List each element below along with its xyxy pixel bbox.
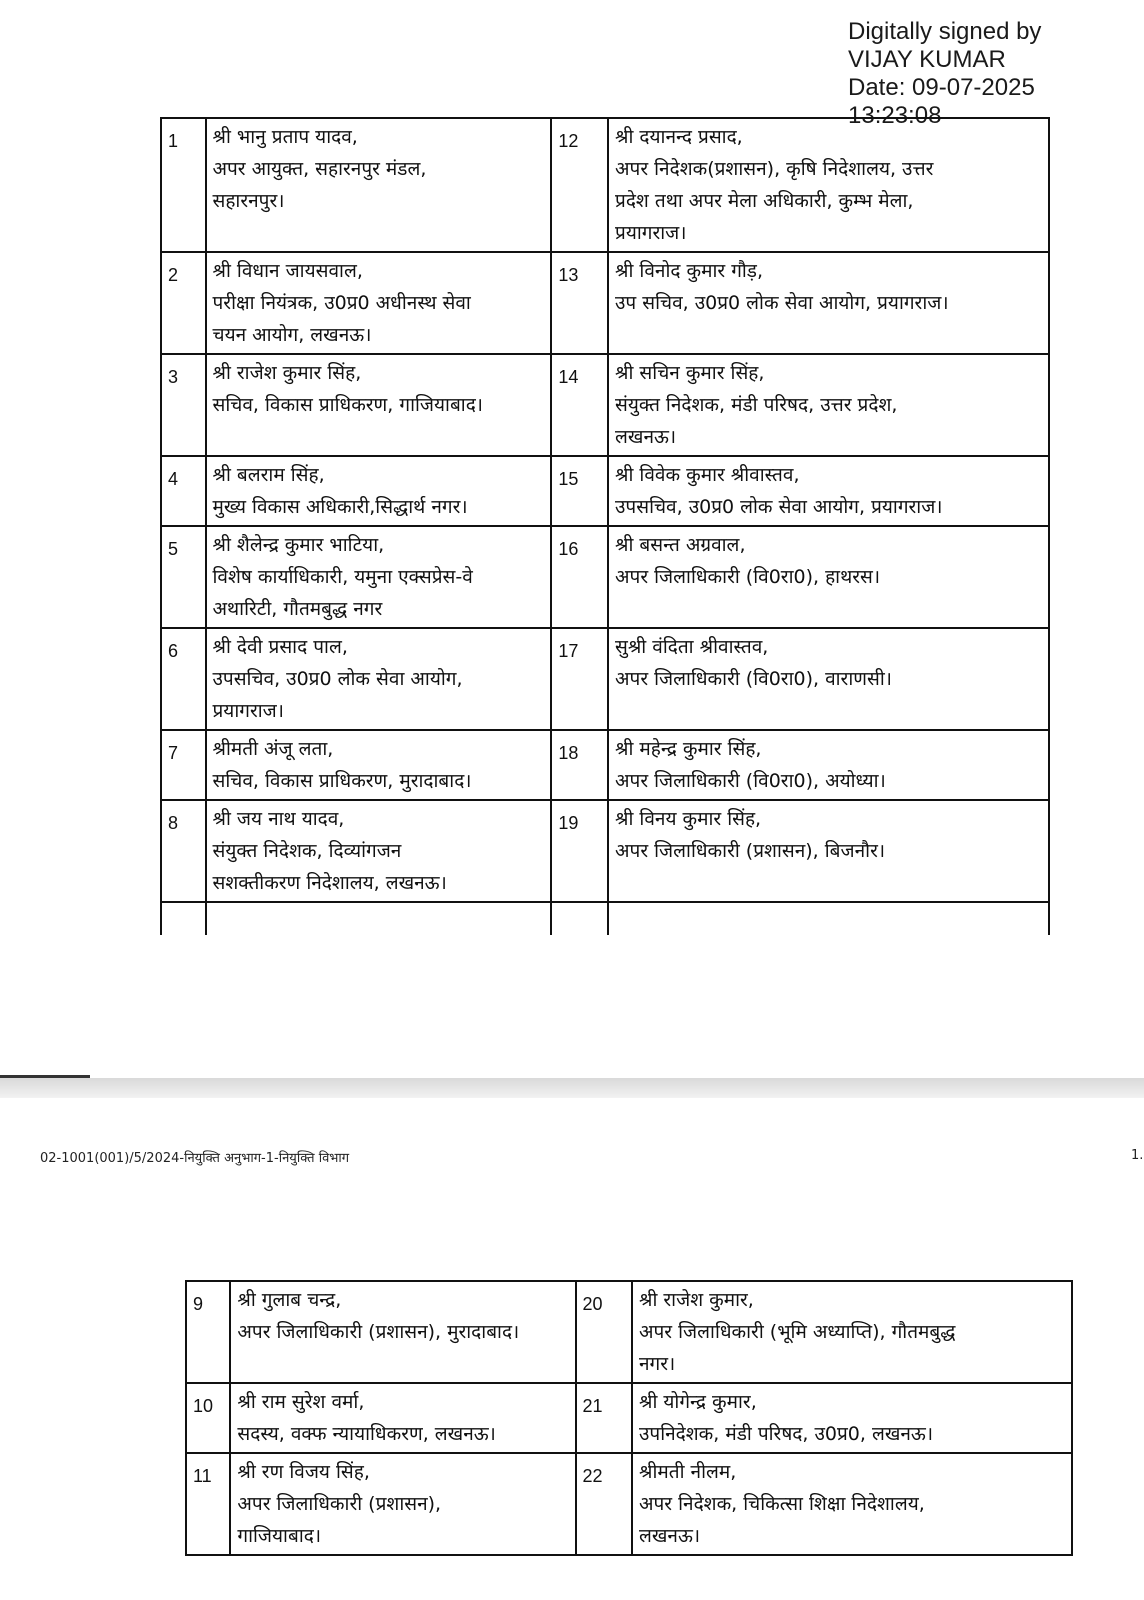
signature-time: 13:23:08 — [848, 102, 942, 129]
officer-details — [608, 252, 1049, 354]
officer-name: श्री विनय कुमार सिंह, — [615, 808, 762, 830]
table-row — [161, 354, 1049, 456]
officer-designation-line: विशेष कार्याधिकारी, यमुना एक्सप्रेस-वे — [212, 566, 473, 588]
officer-name: श्री दयानन्द प्रसाद, — [615, 126, 743, 148]
officer-name: श्री जय नाथ यादव, — [212, 808, 345, 830]
officer-designation-line: अपर जिलाधिकारी (प्रशासन), बिजनौर। — [615, 840, 886, 862]
officer-name: श्री राम सुरेश वर्मा, — [237, 1391, 365, 1413]
table-row-continued — [161, 902, 1049, 935]
officer-name: श्रीमती नीलम, — [639, 1461, 737, 1483]
officer-designation-line: अपर जिलाधिकारी (प्रशासन), मुरादाबाद। — [237, 1321, 520, 1343]
officers-table-page1 — [160, 117, 1050, 935]
serial-number: 4 — [161, 456, 206, 526]
serial-number: 14 — [551, 354, 608, 456]
officer-designation-line: प्रयागराज। — [212, 700, 284, 722]
table-row — [186, 1281, 1072, 1383]
officer-name: श्री रण विजय सिंह, — [237, 1461, 370, 1483]
officer-details — [608, 456, 1049, 526]
serial-number: 11 — [186, 1453, 230, 1555]
officer-designation-line: अपर आयुक्त, सहारनपुर मंडल, — [212, 158, 427, 180]
table-body — [161, 118, 1049, 935]
officer-name: श्रीमती अंजू लता, — [212, 738, 334, 760]
officer-designation-line: उप सचिव, उ0प्र0 लोक सेवा आयोग, प्रयागराज। — [615, 292, 949, 314]
officer-name: श्री महेन्द्र कुमार सिंह, — [615, 738, 762, 760]
officer-details — [608, 730, 1049, 800]
serial-number: 22 — [576, 1453, 633, 1555]
officer-designation-line: नगर। — [639, 1353, 676, 1375]
table-row — [161, 526, 1049, 628]
table-row — [161, 628, 1049, 730]
officer-designation-line: संयुक्त निदेशक, मंडी परिषद, उत्तर प्रदेश, — [615, 394, 898, 416]
empty-cell — [161, 902, 206, 935]
table-body — [186, 1281, 1072, 1555]
officer-name: श्री बलराम सिंह, — [212, 464, 325, 486]
serial-number: 20 — [576, 1281, 633, 1383]
officer-designation-line: लखनऊ। — [615, 426, 677, 448]
serial-number: 2 — [161, 252, 206, 354]
officer-designation-line: गाजियाबाद। — [237, 1525, 322, 1547]
signature-line: Digitally signed by — [848, 18, 1042, 45]
officer-name: श्री भानु प्रताप यादव, — [212, 126, 358, 148]
officer-name: श्री राजेश कुमार, — [639, 1289, 754, 1311]
officer-designation-line: प्रयागराज। — [615, 222, 687, 244]
officer-name: श्री बसन्त अग्रवाल, — [615, 534, 746, 556]
serial-number: 5 — [161, 526, 206, 628]
officer-name: श्री विनोद कुमार गौड़, — [615, 260, 764, 282]
officer-designation-line: अपर निदेशक(प्रशासन), कृषि निदेशालय, उत्तर — [615, 158, 934, 180]
officer-details — [206, 730, 552, 800]
officer-designation-line: लखनऊ। — [639, 1525, 701, 1547]
officer-designation-line: चयन आयोग, लखनऊ। — [212, 324, 372, 346]
serial-number: 19 — [551, 800, 608, 902]
officer-details — [230, 1281, 575, 1383]
officer-designation-line: परीक्षा नियंत्रक, उ0प्र0 अधीनस्थ सेवा — [212, 292, 471, 314]
officer-designation-line: उपनिदेशक, मंडी परिषद, उ0प्र0, लखनऊ। — [639, 1423, 934, 1445]
officer-details — [206, 628, 552, 730]
officer-details — [230, 1383, 575, 1453]
serial-number: 9 — [186, 1281, 230, 1383]
officer-details — [632, 1453, 1072, 1555]
table-row — [161, 252, 1049, 354]
serial-number: 7 — [161, 730, 206, 800]
officer-details — [206, 800, 552, 902]
officer-designation-line: अपर जिलाधिकारी (भूमि अध्याप्ति), गौतमबुद्ध — [639, 1321, 956, 1343]
officer-name: श्री विधान जायसवाल, — [212, 260, 363, 282]
officer-name: श्री राजेश कुमार सिंह, — [212, 362, 362, 384]
officer-designation-line: उपसचिव, उ0प्र0 लोक सेवा आयोग, — [212, 668, 463, 690]
officer-details — [608, 118, 1049, 252]
officer-name: श्री गुलाब चन्द्र, — [237, 1289, 342, 1311]
serial-number: 16 — [551, 526, 608, 628]
officer-designation-line: सहारनपुर। — [212, 190, 285, 212]
serial-number: 8 — [161, 800, 206, 902]
officer-details — [230, 1453, 575, 1555]
digital-signature-block — [848, 18, 1138, 130]
table-row — [161, 730, 1049, 800]
empty-cell — [206, 902, 552, 935]
officer-details — [206, 456, 552, 526]
serial-number: 21 — [576, 1383, 633, 1453]
officer-details — [206, 526, 552, 628]
officer-designation-line: अपर जिलाधिकारी (वि0रा0), अयोध्या। — [615, 770, 886, 792]
officer-designation-line: सचिव, विकास प्राधिकरण, मुरादाबाद। — [212, 770, 472, 792]
officer-designation-line: अपर जिलाधिकारी (वि0रा0), वाराणसी। — [615, 668, 892, 690]
empty-cell — [608, 902, 1049, 935]
officer-designation-line: संयुक्त निदेशक, दिव्यांगजन — [212, 840, 402, 862]
officer-designation-line: सशक्तीकरण निदेशालय, लखनऊ। — [212, 872, 447, 894]
officer-name: सुश्री वंदिता श्रीवास्तव, — [615, 636, 769, 658]
officer-designation-line: मुख्य विकास अधिकारी,सिद्धार्थ नगर। — [212, 496, 468, 518]
officer-name: श्री देवी प्रसाद पाल, — [212, 636, 348, 658]
page-separator — [0, 1078, 1144, 1098]
empty-cell — [551, 902, 608, 935]
signer-name: VIJAY KUMAR — [848, 46, 1006, 73]
officer-designation-line: अथारिटी, गौतमबुद्ध नगर — [212, 598, 383, 620]
serial-number: 10 — [186, 1383, 230, 1453]
officer-designation-line: उपसचिव, उ0प्र0 लोक सेवा आयोग, प्रयागराज। — [615, 496, 943, 518]
officer-details — [608, 800, 1049, 902]
table-row — [186, 1453, 1072, 1555]
officers-table-page2 — [185, 1280, 1073, 1556]
serial-number: 6 — [161, 628, 206, 730]
table-row — [161, 800, 1049, 902]
signature-date: Date: 09-07-2025 — [848, 74, 1035, 101]
table-row — [186, 1383, 1072, 1453]
officer-details — [206, 252, 552, 354]
serial-number: 17 — [551, 628, 608, 730]
serial-number: 1 — [161, 118, 206, 252]
serial-number: 13 — [551, 252, 608, 354]
officer-designation-line: अपर जिलाधिकारी (वि0रा0), हाथरस। — [615, 566, 881, 588]
officer-designation-line: प्रदेश तथा अपर मेला अधिकारी, कुम्भ मेला, — [615, 190, 914, 212]
serial-number: 12 — [551, 118, 608, 252]
officer-details — [608, 628, 1049, 730]
officer-details — [632, 1383, 1072, 1453]
document-reference: 02-1001(001)/5/2024-नियुक्ति अनुभाग-1-नियुक्ति विभाग — [40, 1151, 350, 1166]
table-row — [161, 456, 1049, 526]
officer-designation-line: सचिव, विकास प्राधिकरण, गाजियाबाद। — [212, 394, 484, 416]
table-row — [161, 118, 1049, 252]
officer-details — [206, 118, 552, 252]
officer-name: श्री विवेक कुमार श्रीवास्तव, — [615, 464, 800, 486]
officer-designation-line: अपर निदेशक, चिकित्सा शिक्षा निदेशालय, — [639, 1493, 925, 1515]
page-number: 1. — [1131, 1148, 1144, 1163]
serial-number: 3 — [161, 354, 206, 456]
serial-number: 18 — [551, 730, 608, 800]
officer-name: श्री शैलेन्द्र कुमार भाटिया, — [212, 534, 385, 556]
officer-details — [608, 354, 1049, 456]
officer-designation-line: अपर जिलाधिकारी (प्रशासन), — [237, 1493, 442, 1515]
officer-details — [608, 526, 1049, 628]
serial-number: 15 — [551, 456, 608, 526]
officer-designation-line: सदस्य, वक्फ न्यायाधिकरण, लखनऊ। — [237, 1423, 496, 1445]
officer-name: श्री योगेन्द्र कुमार, — [639, 1391, 757, 1413]
officer-name: श्री सचिन कुमार सिंह, — [615, 362, 765, 384]
officer-details — [206, 354, 552, 456]
officer-details — [632, 1281, 1072, 1383]
